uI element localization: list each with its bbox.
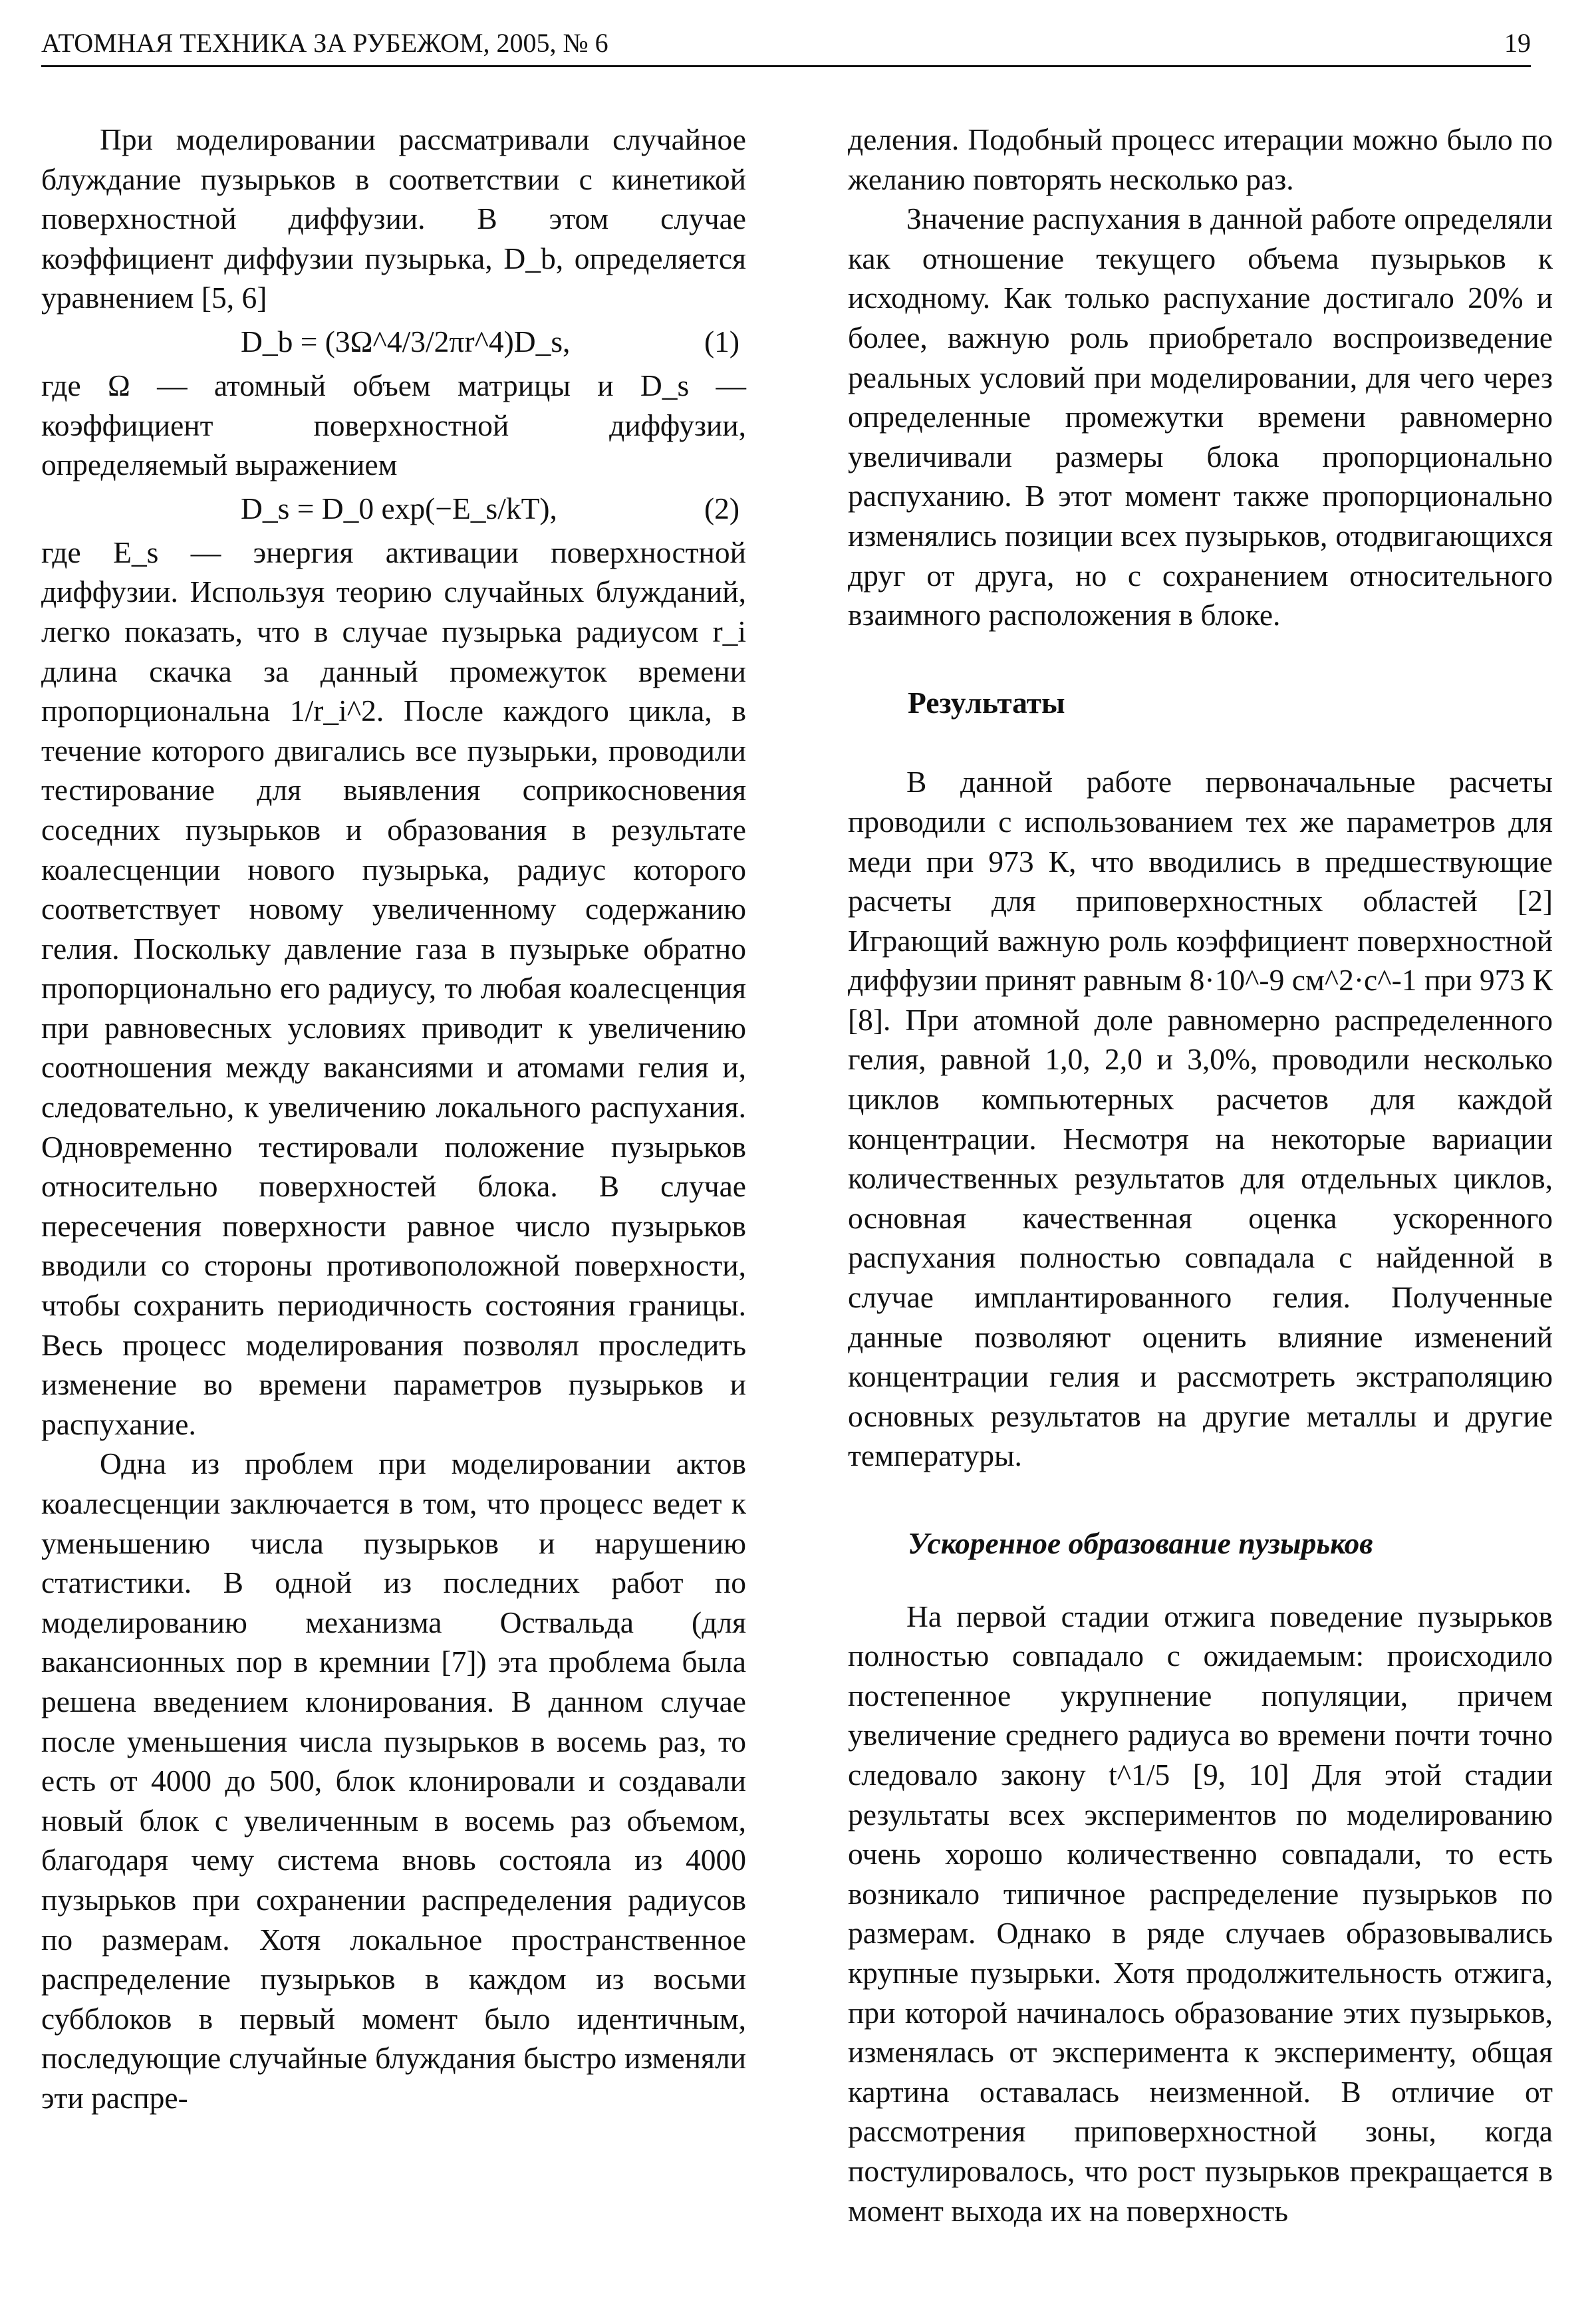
page-number: 19 xyxy=(1504,28,1531,58)
left-paragraph-4: Одна из проблем при моделировании актов коалесценции заключается в том, что процесс ведет к уменьшению числа пузырьков и нарушению статистики. В одной из последних работ по моделированию механизма Оствальда (для вакансионных пор в кремнии [7]) эта проблема была решена введением клонирования. В данном случае после уменьшения числа пузырьков в восемь раз, то есть от 4000 до 500, блок клонировали и создавали новый блок с увеличенным в восемь раз объемом, благодаря чему система вновь состояла из 4000 пузырьков при сохранении распределения радиусов по размерам. Хотя локальное пространственное распределение пузырьков в каждом из восьми субблоков в первый момент было идентичным, последующие случайные блуждания быстро изменяли эти распре- xyxy=(41,1446,746,2115)
section-heading-results: Результаты xyxy=(908,685,1065,720)
equation-2-number: (2) xyxy=(704,491,739,525)
section-heading-accelerated-formation: Ускоренное образование пузырьков xyxy=(908,1526,1373,1560)
left-paragraph-1: При моделировании рассматривали случайное блуждание пузырьков в соответствии с кинетикой поверхностной диффузии. В этом случае коэффициент диффузии пузырька, D_b, определяется уравнением [5, 6] xyxy=(41,122,746,315)
equation-1 xyxy=(41,318,746,366)
equation-1-formula: D_b = (3Ω^4/3/2πr^4)D_s, xyxy=(241,324,571,358)
equation-1-number: (1) xyxy=(704,324,739,358)
equation-2-formula: D_s = D_0 exp(−E_s/kT), xyxy=(241,491,557,525)
equation-2 xyxy=(41,485,746,533)
right-column xyxy=(848,120,1553,2231)
running-head xyxy=(41,27,1531,67)
right-paragraph-1: деления. Подобный процесс итерации можно было по желанию повторять несколько раз. xyxy=(848,122,1553,196)
left-paragraph-2: где Ω — атомный объем матрицы и D_s — коэффициент поверхностной диффузии, определяемый выражением xyxy=(41,368,746,482)
left-column xyxy=(41,120,746,2118)
right-paragraph-2: Значение распухания в данной работе определяли как отношение текущего объема пузырьков к исходному. Как только распухание достигало 20% и более, важную роль приобретало воспроизведение реальных условий при моделировании, для чего через определенные промежутки времени равномерно увеличивали размеры блока пропорционально распуханию. В этот момент также пропорционально изменялись позиции всех пузырьков, отодвигающихся друг от друга, но с сохранением относительного взаимного расположения в блоке. xyxy=(848,202,1553,632)
right-paragraph-4: На первой стадии отжига поведение пузырьков полностью совпадало с ожидаемым: происходило постепенное укрупнение популяции, причем увеличение среднего радиуса во времени почти точно следовало закону t^1/5 [9, 10] Для этой стадии результаты всех экспериментов по моделированию очень хорошо количественно совпадали, то есть возникало типичное распределение пузырьков по размерам. Однако в ряде случаев образовывались крупные пузырьки. Хотя продолжительность отжига, при которой начиналось образование этих пузырьков, изменялась от эксперимента к эксперименту, общая картина оставалась неизменной. В отличие от рассмотрения приповерхностной зоны, когда постулировалось, что рост пузырьков прекращается в момент выхода их на поверхность xyxy=(848,1599,1553,2228)
left-paragraph-3: где E_s — энергия активации поверхностной диффузии. Используя теорию случайных блужданий, легко показать, что в случае пузырька радиусом r_i длина скачка за данный промежуток времени пропорциональна 1/r_i^2. После каждого цикла, в течение которого двигались все пузырьки, проводили тестирование для выявления соприкосновения соседних пузырьков и образования в результате коалесценции нового пузырька, радиус которого соответствует новому увеличенному содержанию гелия. Поскольку давление газа в пузырьке обратно пропорционально его радиусу, то любая коалесценция при равновесных условиях приводит к увеличению соотношения между вакансиями и атомами гелия и, следовательно, к увеличению локального распухания. Одновременно тестировали положение пузырьков относительно поверхностей блока. В случае пересечения поверхности равное число пузырьков вводили со стороны противоположной поверхности, чтобы сохранить периодичность состояния границы. Весь процесс моделирования позволял проследить изменение во времени параметров пузырьков и распухание. xyxy=(41,535,746,1441)
right-paragraph-3: В данной работе первоначальные расчеты проводили с использованием тех же параметров для меди при 973 К, что вводились в предшествующие расчеты для приповерхностных областей [2] Играющий важную роль коэффициент поверхностной диффузии принят равным 8·10^-9 см^2·с^-1 при 973 К [8]. При атомной доле равномерно распределенного гелия, равной 1,0, 2,0 и 3,0%, проводили несколько циклов компьютерных расчетов для каждой концентрации. Несмотря на некоторые вариации количественных результатов для отдельных циклов, основная качественная оценка ускоренного распухания полностью совпадала с найденной в случае имплантированного гелия. Полученные данные позволяют оценить влияние изменений концентрации гелия и рассмотреть экстраполяцию основных результатов на другие металлы и другие температуры. xyxy=(848,765,1553,1473)
journal-title: АТОМНАЯ ТЕХНИКА ЗА РУБЕЖОМ, 2005, № 6 xyxy=(41,28,608,58)
